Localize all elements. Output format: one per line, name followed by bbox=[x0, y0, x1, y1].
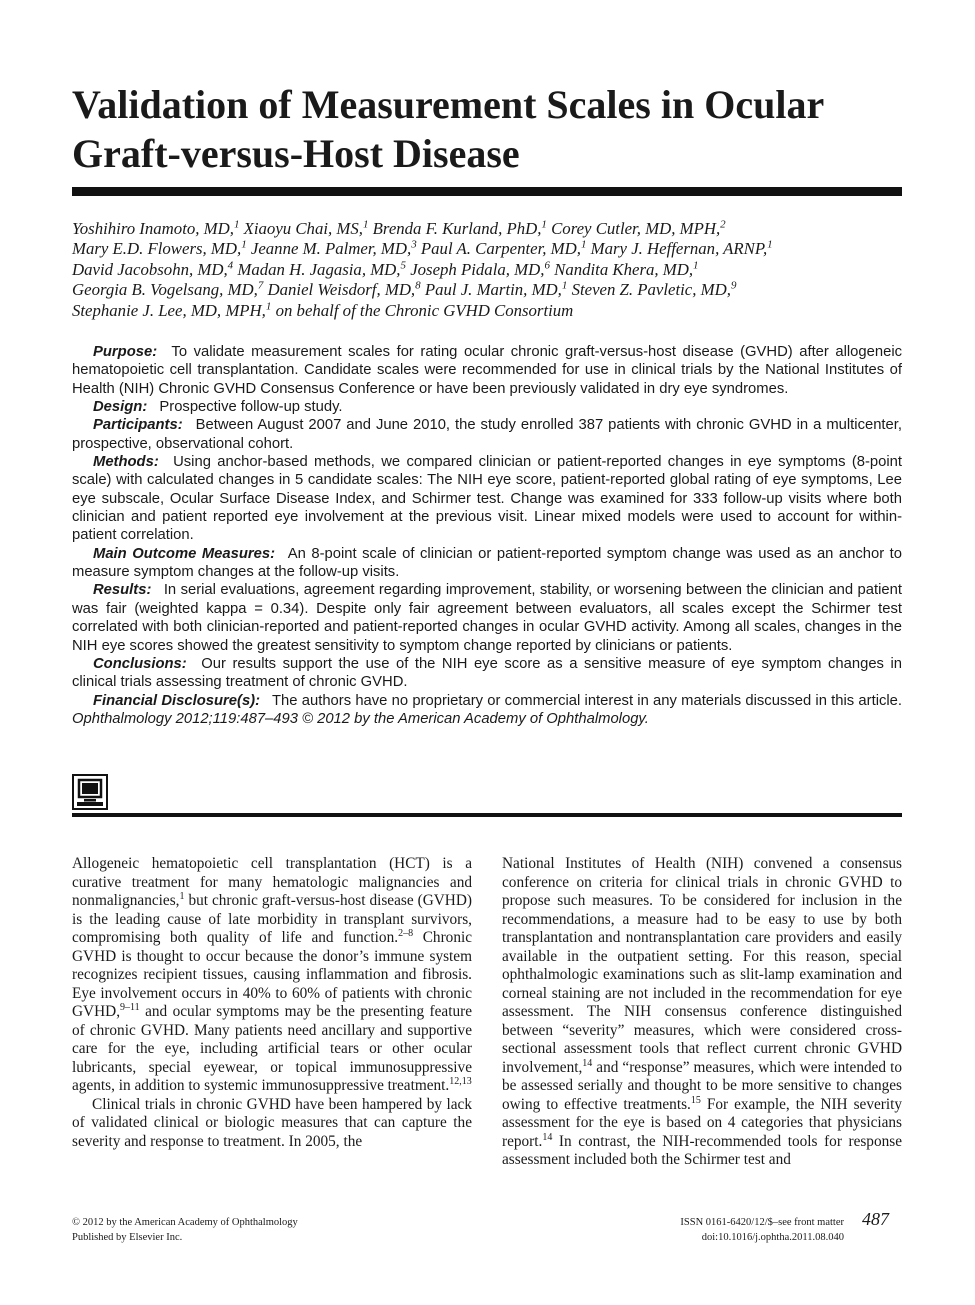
affiliation-marker: 1 bbox=[693, 259, 699, 272]
abstract-label: Conclusions: bbox=[93, 655, 187, 672]
footer-copyright-line: © 2012 by the American Academy of Ophthalmology bbox=[72, 1217, 298, 1228]
author-name: Stephanie J. Lee, MD, MPH, bbox=[72, 300, 266, 320]
abstract-text: The authors have no proprietary or commercial interest in any materials discussed in this article. bbox=[272, 692, 903, 709]
abstract-section bbox=[72, 416, 902, 453]
body-text: In contrast, the NIH-recommended tools for response assessment included both the Schirmer test and bbox=[502, 1132, 902, 1168]
author-name: Steven Z. Pavletic, MD, bbox=[567, 280, 731, 300]
author-name: Joseph Pidala, MD, bbox=[406, 259, 545, 279]
affiliation-marker: 1 bbox=[541, 218, 547, 231]
body-paragraph bbox=[502, 855, 902, 1170]
title-line-1: Validation of Measurement Scales in Ocular bbox=[72, 82, 825, 127]
body-paragraph bbox=[72, 1096, 472, 1152]
author-line bbox=[72, 239, 912, 259]
affiliation-marker: 2 bbox=[720, 218, 726, 231]
affiliation-marker: 1 bbox=[233, 218, 240, 231]
affiliation-marker: 1 bbox=[580, 238, 587, 251]
author-name: Jeanne M. Palmer, MD, bbox=[246, 239, 412, 259]
reference-marker: 1 bbox=[179, 890, 185, 902]
author-line bbox=[72, 260, 912, 280]
abstract-text: Using anchor-based methods, we compared clinician or patient-reported changes in eye symptoms (8-point scale) with calculated changes in 5 candidate scales: The NIH eye score, patient-reported global rating of eye symptoms, Lee eye subscale, Ocular Surface Disease Index, and Schirmer test. Change was examined for 333 follow-up visits where both clinician and patient reported eye involvement at the previous visit. Linear mixed models were used to account for within-patient correlation. bbox=[72, 454, 902, 544]
author-name: Mary E.D. Flowers, MD, bbox=[72, 239, 242, 259]
abstract-label: Design: bbox=[93, 399, 148, 416]
footer-issn bbox=[640, 1215, 844, 1245]
page-number: 487 bbox=[862, 1209, 889, 1229]
abstract-label: Main Outcome Measures: bbox=[93, 545, 276, 562]
author-name: Yoshihiro Inamoto, MD, bbox=[72, 219, 234, 238]
abstract-label: Methods: bbox=[93, 454, 159, 471]
abstract bbox=[72, 343, 902, 728]
author-name: Mary J. Heffernan, ARNP, bbox=[586, 239, 768, 259]
abstract-label: Participants: bbox=[93, 417, 183, 434]
abstract-text: Prospective follow-up study. bbox=[159, 399, 343, 416]
affiliation-marker: 9 bbox=[730, 279, 737, 292]
author-name: Corey Cutler, MD, MPH, bbox=[546, 219, 721, 238]
author-line bbox=[72, 219, 912, 239]
title-rule bbox=[72, 187, 902, 196]
computer-monitor-icon bbox=[72, 774, 108, 810]
author-name: Paul J. Martin, MD, bbox=[420, 280, 562, 300]
author-name: on behalf of the Chronic GVHD Consortium bbox=[271, 300, 574, 320]
affiliation-marker: 1 bbox=[241, 238, 247, 251]
abstract-section bbox=[72, 453, 902, 545]
affiliation-marker: 1 bbox=[561, 279, 568, 292]
affiliation-marker: 7 bbox=[257, 279, 264, 292]
body-text: Chronic GVHD is thought to occur because the donor’s immune system recognizes recipient tissues, causing inflammation and fibrosis. Eye involvement occurs in 40% to 60% of patients with chronic GVHD, bbox=[72, 929, 473, 1020]
reference-marker: 2–8 bbox=[398, 927, 414, 939]
footer-doi-line: doi:10.1016/j.ophtha.2011.08.040 bbox=[701, 1232, 844, 1243]
author-name: Georgia B. Vogelsang, MD, bbox=[72, 280, 258, 300]
abstract-text: An 8-point scale of clinician or patient-reported symptom change was used as an anchor to measure symptom changes at the follow-up visits. bbox=[72, 545, 903, 581]
abstract-section bbox=[72, 545, 902, 582]
body-text: Clinical trials in chronic GVHD have been hampered by lack of validated clinical or biologic measures that can capture the severity and response to treatment. In 2005, the bbox=[72, 1095, 472, 1150]
abstract-citation: Ophthalmology 2012;119:487–493 © 2012 by the American Academy of Ophthalmology. bbox=[72, 710, 649, 727]
author-name: David Jacobsohn, MD, bbox=[72, 259, 228, 279]
affiliation-marker: 1 bbox=[265, 300, 272, 313]
body-text: but chronic graft-versus-host disease (GVHD) is the leading cause of late morbidity in transplant survivors, compromising both quality of life and function. bbox=[72, 892, 472, 946]
footer-issn-line: ISSN 0161-6420/12/$–see front matter bbox=[680, 1217, 844, 1228]
reference-marker: 14 bbox=[542, 1131, 553, 1143]
author-name: Xiaoyu Chai, MS, bbox=[239, 219, 363, 238]
author-name: Paul A. Carpenter, MD, bbox=[416, 239, 581, 259]
author-name: Nandita Khera, MD, bbox=[549, 259, 694, 279]
reference-marker: 9–11 bbox=[120, 1001, 140, 1013]
abstract-label: Purpose: bbox=[93, 344, 158, 360]
abstract-section bbox=[72, 398, 902, 416]
affiliation-marker: 6 bbox=[544, 259, 550, 272]
author-line bbox=[72, 280, 912, 300]
abstract-text: To validate measurement scales for rating ocular chronic graft-versus-host disease (GVHD) after allogeneic hematopoietic cell transplantation. Candidate scales were recommended for use in clinical trials by the National Institutes of Health (NIH) Chronic GVHD Consensus Conference or have been previously validated in dry eye syndromes. bbox=[72, 344, 903, 397]
body-text: For example, the NIH severity assessment for the eye is based on 4 categories that physicians report. bbox=[502, 1095, 903, 1150]
abstract-text: In serial evaluations, agreement regarding improvement, stability, or worsening between the clinician and patient was fair (weighted kappa = 0.34). Despite only fair agreement between evaluators, all scales except the Schirmer test correlated with both clinician-reported and patient-reported changes in ocular GVHD activity. Among all scales, changes in the NIH eye scores showed the greatest sensitivity to symptom change reported by clinicians or patients. bbox=[72, 582, 902, 654]
footer-publisher-line: Published by Elsevier Inc. bbox=[72, 1232, 183, 1243]
abstract-label: Results: bbox=[93, 582, 152, 599]
body-text: and “response” measures, which were intended to be assessed serially and thought to be more sensitive to changes owing to effective treatments. bbox=[502, 1058, 902, 1113]
footer-copyright bbox=[72, 1215, 298, 1245]
reference-marker: 12,13 bbox=[449, 1075, 472, 1087]
body-paragraph bbox=[72, 855, 472, 1096]
author-list bbox=[72, 219, 912, 321]
affiliation-marker: 3 bbox=[411, 238, 417, 251]
abstract-text: Between August 2007 and June 2010, the study enrolled 387 patients with chronic GVHD in a multicenter, prospective, observational cohort. bbox=[72, 417, 902, 452]
body-column-left bbox=[72, 855, 472, 1151]
abstract-section bbox=[72, 581, 902, 654]
abstract-section bbox=[72, 343, 902, 398]
article-title bbox=[72, 80, 912, 178]
body-column-right bbox=[502, 855, 902, 1170]
abstract-section bbox=[72, 692, 902, 729]
abstract-section bbox=[72, 655, 902, 692]
reference-marker: 15 bbox=[690, 1094, 701, 1106]
abstract-text: Our results support the use of the NIH eye score as a sensitive measure of eye symptom changes in clinical trials assessing treatment of chronic GVHD. bbox=[72, 655, 902, 691]
author-line bbox=[72, 301, 912, 321]
affiliation-marker: 1 bbox=[767, 238, 773, 251]
affiliation-marker: 5 bbox=[400, 259, 407, 272]
affiliation-marker: 1 bbox=[362, 218, 369, 231]
reference-marker: 14 bbox=[582, 1057, 593, 1069]
abstract-label: Financial Disclosure(s): bbox=[93, 692, 261, 709]
body-text: National Institutes of Health (NIH) convened a consensus conference on criteria for clinical trials in chronic GVHD to propose such measures. To be considered for inclusion in the recommendations, a measure had to be easy to use by both transplantation and nontransplantation care providers and easily available in the outpatient setting. For this reason, special ophthalmologic examinations such as slit-lamp examination and corneal staining are not included in the recommendation for eye assessment. The NIH consensus conference distinguished between “severity” measures, which were considered cross-sectional assessment tools that reflect current chronic GVHD involvement, bbox=[502, 855, 902, 1076]
author-name: Madan H. Jagasia, MD, bbox=[233, 259, 401, 279]
affiliation-marker: 4 bbox=[227, 259, 234, 272]
abstract-rule bbox=[72, 813, 902, 817]
author-name: Brenda F. Kurland, PhD, bbox=[368, 219, 542, 238]
affiliation-marker: 8 bbox=[415, 279, 421, 292]
title-line-2: Graft-versus-Host Disease bbox=[72, 131, 520, 176]
body-text: Allogeneic hematopoietic cell transplantation (HCT) is a curative treatment for many hematologic malignancies and nonmalignancies, bbox=[72, 855, 472, 909]
author-name: Daniel Weisdorf, MD, bbox=[263, 280, 416, 300]
body-text: and ocular symptoms may be the presenting feature of chronic GVHD. Many patients need ancillary and supportive care for the eye, including artificial tears or other ocular lubricants, special eyewear, or topical immunosuppressive agents, in addition to systemic immunosuppressive treatment. bbox=[72, 1003, 472, 1094]
